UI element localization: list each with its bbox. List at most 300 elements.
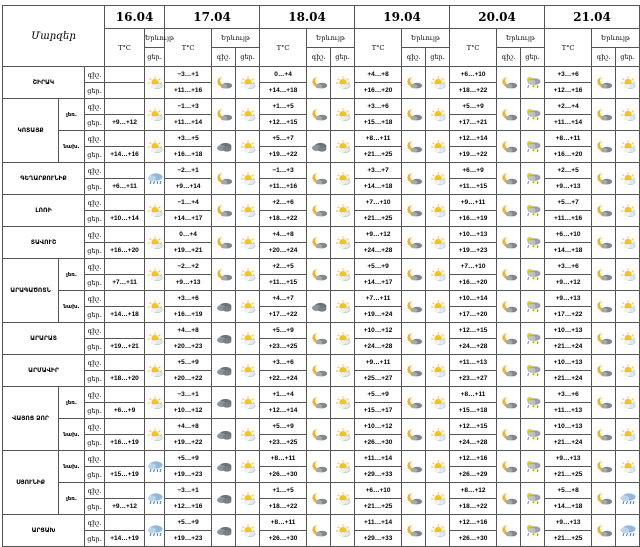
- day-temp: +19…+22: [165, 435, 212, 451]
- day-temp: +14…+17: [355, 275, 402, 291]
- weather-icon-cell: [212, 355, 236, 387]
- day-col-header: ցեր.: [145, 48, 165, 67]
- date-header: 20.04: [450, 6, 545, 29]
- region-name: ԱՐՄԱՎԻՐ: [3, 355, 85, 387]
- night-temp: +6…+9: [450, 163, 497, 179]
- weather-thunderstorm-icon: [521, 236, 544, 249]
- date-header: 18.04: [260, 6, 355, 29]
- night-temp: [105, 99, 145, 115]
- weather-icon-cell: [426, 131, 450, 163]
- night-temp: +9…+13: [545, 291, 592, 307]
- weather-sun-partly-cloudy-icon: [331, 332, 354, 345]
- day-temp: +26…+30: [260, 467, 307, 483]
- weather-thunderstorm-icon: [521, 364, 544, 377]
- night-temp: −1…+4: [165, 195, 212, 211]
- weather-rain-cloud-icon: [616, 524, 639, 537]
- night-temp: +3…+6: [355, 99, 402, 115]
- weather-sun-partly-cloudy-icon: [236, 172, 259, 185]
- weather-icon-cell: [402, 99, 426, 131]
- weather-icon-cell: [145, 99, 165, 131]
- weather-icon-cell: [236, 99, 260, 131]
- day-label: ցեր.: [85, 499, 105, 515]
- date-header: 16.04: [105, 6, 165, 29]
- weather-icon-cell: [497, 259, 521, 291]
- day-temp: +11…+13: [545, 403, 592, 419]
- weather-icon-cell: [497, 163, 521, 195]
- night-col-header: գիշ.: [497, 48, 521, 67]
- weather-icon-cell: [426, 419, 450, 451]
- weather-dark-cloud-icon: [212, 396, 235, 409]
- night-temp: +11…+14: [355, 515, 402, 531]
- weather-sun-partly-cloudy-icon: [236, 140, 259, 153]
- weather-moon-cloud-icon: [307, 268, 330, 281]
- weather-moon-cloud-icon: [592, 460, 615, 473]
- weather-sun-partly-cloudy-icon: [426, 300, 449, 313]
- weather-icon-cell: [497, 323, 521, 355]
- night-temp: 0…+4: [165, 227, 212, 243]
- weather-icon-cell: [236, 515, 260, 547]
- table-row: [3, 419, 640, 435]
- weather-icon-cell: [145, 67, 165, 99]
- region-name: ԿՈՏԱՅՔ: [3, 99, 59, 163]
- night-temp: +8…+11: [260, 451, 307, 467]
- weather-sun-partly-cloudy-icon: [426, 460, 449, 473]
- weather-icon-cell: [307, 515, 331, 547]
- day-temp: +19…+23: [450, 243, 497, 259]
- weather-icon-cell: [402, 291, 426, 323]
- night-label: գիշ.: [85, 195, 105, 211]
- night-label: գիշ.: [85, 67, 105, 83]
- night-temp: +1…+4: [260, 387, 307, 403]
- weather-icon-cell: [426, 387, 450, 419]
- night-temp: +9…+12: [355, 227, 402, 243]
- night-temp: +12…+15: [450, 323, 497, 339]
- day-temp: +23…+25: [260, 435, 307, 451]
- weather-sun-partly-cloudy-icon: [331, 236, 354, 249]
- weather-rain-cloud-icon: [616, 492, 639, 505]
- night-temp: +4…+8: [260, 227, 307, 243]
- weather-moon-cloud-icon: [307, 204, 330, 217]
- weather-moon-cloud-icon: [402, 236, 425, 249]
- day-temp: +16…+19: [105, 435, 145, 451]
- temp-col-header: T°C: [355, 29, 402, 67]
- weather-thunderstorm-icon: [521, 268, 544, 281]
- weather-sun-partly-cloudy-icon: [331, 460, 354, 473]
- weather-moon-cloud-icon: [592, 268, 615, 281]
- weather-dark-cloud-icon: [212, 364, 235, 377]
- weather-sun-partly-cloudy-icon: [145, 108, 164, 121]
- weather-icon-cell: [616, 451, 640, 483]
- night-temp: +2…+5: [260, 259, 307, 275]
- night-label: գիշ.: [85, 515, 105, 531]
- weather-moon-cloud-icon: [497, 396, 520, 409]
- weather-icon-cell: [592, 259, 616, 291]
- weather-sun-partly-cloudy-icon: [616, 364, 639, 377]
- weather-icon-cell: [236, 387, 260, 419]
- weather-sun-partly-cloudy-icon: [331, 140, 354, 153]
- weather-icon-cell: [592, 131, 616, 163]
- day-temp: +17…+20: [450, 307, 497, 323]
- day-temp: +19…+22: [450, 147, 497, 163]
- day-temp: +14…+17: [165, 211, 212, 227]
- table-row: [3, 515, 640, 531]
- weather-icon-cell: [521, 451, 545, 483]
- weather-sun-partly-cloudy-icon: [236, 428, 259, 441]
- subregion-label: լեռ.: [59, 259, 85, 291]
- weather-sun-partly-cloudy-icon: [236, 204, 259, 217]
- weather-moon-cloud-icon: [402, 268, 425, 281]
- weather-icon-cell: [402, 515, 426, 547]
- weather-sun-partly-cloudy-icon: [331, 204, 354, 217]
- weather-icon-cell: [616, 195, 640, 227]
- weather-sun-partly-cloudy-icon: [331, 172, 354, 185]
- weather-icon-cell: [236, 451, 260, 483]
- night-label: գիշ.: [85, 451, 105, 467]
- weather-icon-cell: [497, 355, 521, 387]
- day-label: ցեր.: [85, 339, 105, 355]
- night-temp: +5…+9: [450, 99, 497, 115]
- weather-moon-cloud-icon: [592, 300, 615, 313]
- weather-icon-cell: [426, 99, 450, 131]
- weather-icon-cell: [497, 419, 521, 451]
- region-name: ՎԱՅՈՑ ՁՈՐ: [3, 387, 59, 451]
- night-temp: +5…+9: [165, 355, 212, 371]
- weather-sun-partly-cloudy-icon: [616, 236, 639, 249]
- night-temp: +5…+7: [260, 131, 307, 147]
- weather-rain-cloud-icon: [145, 492, 164, 505]
- night-label: գիշ.: [85, 355, 105, 371]
- weather-icon-cell: [331, 67, 355, 99]
- table-row: [3, 227, 640, 243]
- weather-sun-partly-cloudy-icon: [616, 140, 639, 153]
- weather-sun-partly-cloudy-icon: [236, 492, 259, 505]
- weather-icon-cell: [497, 291, 521, 323]
- table-row: [3, 323, 640, 339]
- night-temp: +9…+11: [450, 195, 497, 211]
- weather-icon-cell: [212, 451, 236, 483]
- weather-icon-cell: [307, 419, 331, 451]
- day-temp: +10…+12: [165, 403, 212, 419]
- subregion-label: լեռ.: [59, 483, 85, 515]
- weather-icon-cell: [236, 227, 260, 259]
- day-label: ցեր.: [85, 403, 105, 419]
- weather-icon-cell: [236, 355, 260, 387]
- weather-icon-cell: [331, 387, 355, 419]
- day-temp: +11…+16: [165, 83, 212, 99]
- weather-sun-partly-cloudy-icon: [426, 236, 449, 249]
- weather-icon-cell: [331, 515, 355, 547]
- weather-moon-cloud-icon: [497, 236, 520, 249]
- weather-icon-cell: [212, 163, 236, 195]
- weather-icon-cell: [145, 515, 165, 547]
- weather-moon-cloud-icon: [592, 492, 615, 505]
- weather-icon-cell: [145, 227, 165, 259]
- subregion-label: նախ.: [59, 419, 85, 451]
- day-label: ցեր.: [85, 531, 105, 547]
- day-temp: +17…+22: [260, 307, 307, 323]
- weather-sun-partly-cloudy-icon: [426, 364, 449, 377]
- weather-moon-cloud-icon: [497, 204, 520, 217]
- weather-icon-cell: [497, 195, 521, 227]
- weather-moon-cloud-icon: [497, 76, 520, 89]
- weather-sun-partly-cloudy-icon: [426, 332, 449, 345]
- table-row: [3, 259, 640, 275]
- day-temp: +17…+21: [450, 115, 497, 131]
- day-temp: +20…+22: [165, 371, 212, 387]
- subregion-label: նախ.: [59, 131, 85, 163]
- weather-icon-cell: [212, 131, 236, 163]
- weather-moon-cloud-icon: [212, 108, 235, 121]
- day-temp: +9…+14: [165, 179, 212, 195]
- night-label: գիշ.: [85, 131, 105, 147]
- temp-col-header: T°C: [450, 29, 497, 67]
- day-col-header: ցեր.: [426, 48, 450, 67]
- subregion-label: լեռ.: [59, 99, 85, 131]
- day-temp: +10…+14: [105, 211, 145, 227]
- weather-icon-cell: [331, 99, 355, 131]
- night-temp: [105, 355, 145, 371]
- weather-icon-cell: [236, 323, 260, 355]
- night-temp: +10…+14: [450, 291, 497, 307]
- weather-thunderstorm-icon: [521, 524, 544, 537]
- day-label: ցեր.: [85, 147, 105, 163]
- weather-sun-partly-cloudy-icon: [426, 172, 449, 185]
- weather-icon-cell: [212, 67, 236, 99]
- day-temp: +15…+18: [355, 115, 402, 131]
- night-temp: +2…+4: [545, 99, 592, 115]
- day-temp: +21…+25: [355, 211, 402, 227]
- weather-icon-cell: [402, 259, 426, 291]
- night-temp: −2…+1: [165, 163, 212, 179]
- weather-icon-cell: [402, 323, 426, 355]
- weather-icon-cell: [592, 291, 616, 323]
- weather-icon-cell: [331, 419, 355, 451]
- weather-moon-cloud-icon: [592, 140, 615, 153]
- weather-sun-partly-cloudy-icon: [236, 300, 259, 313]
- weather-icon-cell: [145, 355, 165, 387]
- night-temp: −3…+1: [165, 387, 212, 403]
- weather-icon-cell: [592, 163, 616, 195]
- weather-sun-partly-cloudy-icon: [145, 140, 164, 153]
- date-header: 19.04: [355, 6, 450, 29]
- day-temp: +25…+27: [355, 371, 402, 387]
- night-temp: [105, 227, 145, 243]
- weather-icon-cell: [236, 163, 260, 195]
- night-temp: +7…+10: [450, 259, 497, 275]
- weather-moon-cloud-icon: [497, 428, 520, 441]
- day-temp: +21…+25: [545, 467, 592, 483]
- day-temp: +26…+30: [260, 531, 307, 547]
- day-label: ցեր.: [85, 467, 105, 483]
- night-temp: [105, 67, 145, 83]
- day-temp: +26…+30: [355, 435, 402, 451]
- temp-col-header: T°C: [545, 29, 592, 67]
- weather-icon-cell: [616, 163, 640, 195]
- weather-sun-partly-cloudy-icon: [236, 76, 259, 89]
- date-header: 17.04: [165, 6, 260, 29]
- weather-icon-cell: [402, 483, 426, 515]
- day-temp: +18…+20: [105, 371, 145, 387]
- weather-moon-cloud-icon: [497, 268, 520, 281]
- weather-moon-cloud-icon: [307, 236, 330, 249]
- weather-thunderstorm-icon: [521, 172, 544, 185]
- night-temp: +12…+16: [450, 451, 497, 467]
- region-name: ԼՈՌԻ: [3, 195, 85, 227]
- night-col-header: գիշ.: [592, 48, 616, 67]
- weather-icon-cell: [307, 131, 331, 163]
- forecast-table: [2, 5, 640, 547]
- day-temp: +6…+9: [105, 403, 145, 419]
- weather-icon-cell: [331, 259, 355, 291]
- night-temp: [105, 387, 145, 403]
- night-label: գիշ.: [85, 483, 105, 499]
- day-temp: +7…+11: [105, 275, 145, 291]
- weather-icon-cell: [592, 195, 616, 227]
- night-temp: +8…+11: [260, 515, 307, 531]
- phenomena-col-header: Երևույթ: [497, 29, 545, 48]
- weather-icon-cell: [592, 451, 616, 483]
- day-temp: +14…+18: [355, 179, 402, 195]
- night-temp: +3…+6: [545, 259, 592, 275]
- weather-sun-partly-cloudy-icon: [236, 268, 259, 281]
- weather-icon-cell: [145, 131, 165, 163]
- night-temp: [105, 451, 145, 467]
- night-temp: +7…+11: [355, 291, 402, 307]
- weather-sun-partly-cloudy-icon: [145, 364, 164, 377]
- day-temp: +23…+25: [260, 339, 307, 355]
- night-temp: −3…+1: [165, 67, 212, 83]
- weather-moon-cloud-icon: [402, 460, 425, 473]
- weather-sun-partly-cloudy-icon: [616, 428, 639, 441]
- day-label: ցեր.: [85, 435, 105, 451]
- region-name: ՏԱՎՈՒՇ: [3, 227, 85, 259]
- weather-icon-cell: [331, 451, 355, 483]
- weather-sun-partly-cloudy-icon: [331, 268, 354, 281]
- weather-icon-cell: [426, 515, 450, 547]
- weather-moon-cloud-icon: [497, 492, 520, 505]
- day-temp: +15…+18: [450, 403, 497, 419]
- day-temp: +11…+14: [165, 115, 212, 131]
- day-temp: +12…+16: [545, 83, 592, 99]
- weather-icon-cell: [521, 195, 545, 227]
- table-row: [3, 99, 640, 115]
- phenomena-col-header: Երևույթ: [402, 29, 450, 48]
- table-row: [3, 131, 640, 147]
- weather-icon-cell: [616, 387, 640, 419]
- weather-icon-cell: [145, 291, 165, 323]
- weather-rain-cloud-icon: [145, 460, 164, 473]
- weather-icon-cell: [402, 195, 426, 227]
- weather-icon-cell: [426, 163, 450, 195]
- weather-icon-cell: [212, 259, 236, 291]
- day-temp: +14…+18: [545, 499, 592, 515]
- weather-icon-cell: [331, 227, 355, 259]
- weather-moon-cloud-icon: [402, 364, 425, 377]
- weather-moon-cloud-icon: [497, 332, 520, 345]
- day-label: ցեր.: [85, 211, 105, 227]
- night-temp: +8…+11: [355, 131, 402, 147]
- weather-sun-partly-cloudy-icon: [616, 172, 639, 185]
- weather-icon-cell: [145, 163, 165, 195]
- night-label: գիշ.: [85, 99, 105, 115]
- night-temp: +12…+14: [450, 131, 497, 147]
- night-label: գիշ.: [85, 227, 105, 243]
- temp-col-header: T°C: [105, 29, 145, 67]
- weather-icon-cell: [307, 291, 331, 323]
- day-temp: +19…+23: [165, 467, 212, 483]
- night-temp: +12…+15: [450, 419, 497, 435]
- weather-sun-partly-cloudy-icon: [145, 428, 164, 441]
- weather-moon-cloud-icon: [402, 524, 425, 537]
- weather-icon-cell: [145, 259, 165, 291]
- night-temp: +3…+6: [545, 67, 592, 83]
- subregion-label: նախ.: [59, 291, 85, 323]
- weather-sun-partly-cloudy-icon: [145, 396, 164, 409]
- weather-icon-cell: [307, 227, 331, 259]
- day-temp: +24…+28: [355, 243, 402, 259]
- weather-dark-cloud-icon: [212, 460, 235, 473]
- weather-moon-cloud-icon: [307, 492, 330, 505]
- weather-thunderstorm-icon: [521, 492, 544, 505]
- night-temp: +6…+10: [355, 483, 402, 499]
- day-temp: +16…+20: [355, 83, 402, 99]
- night-temp: +9…+11: [355, 355, 402, 371]
- weather-icon-cell: [521, 99, 545, 131]
- weather-icon-cell: [307, 99, 331, 131]
- day-temp: +14…+18: [260, 83, 307, 99]
- weather-sun-partly-cloudy-icon: [426, 396, 449, 409]
- night-col-header: գիշ.: [307, 48, 331, 67]
- weather-icon-cell: [497, 451, 521, 483]
- weather-icon-cell: [592, 355, 616, 387]
- night-temp: +6…+10: [450, 67, 497, 83]
- day-temp: +16…+19: [165, 307, 212, 323]
- weather-moon-cloud-icon: [212, 204, 235, 217]
- weather-icon-cell: [402, 131, 426, 163]
- night-temp: +12…+16: [450, 515, 497, 531]
- day-temp: +12…+15: [260, 115, 307, 131]
- day-temp: +19…+24: [355, 307, 402, 323]
- weather-moon-cloud-icon: [307, 428, 330, 441]
- weather-sun-partly-cloudy-icon: [616, 204, 639, 217]
- weather-icon-cell: [616, 227, 640, 259]
- weather-moon-cloud-icon: [402, 492, 425, 505]
- day-temp: +14…+19: [105, 531, 145, 547]
- subregion-label: նախ.: [59, 451, 85, 483]
- weather-sun-partly-cloudy-icon: [616, 268, 639, 281]
- day-temp: +14…+18: [105, 307, 145, 323]
- weather-icon-cell: [521, 259, 545, 291]
- weather-dark-cloud-icon: [307, 300, 330, 313]
- weather-sun-partly-cloudy-icon: [616, 108, 639, 121]
- weather-sun-partly-cloudy-icon: [236, 108, 259, 121]
- weather-sun-partly-cloudy-icon: [426, 492, 449, 505]
- weather-icon-cell: [521, 483, 545, 515]
- weather-icon-cell: [331, 163, 355, 195]
- night-temp: +3…+6: [545, 387, 592, 403]
- weather-icon-cell: [497, 227, 521, 259]
- day-temp: +12…+14: [260, 403, 307, 419]
- table-row: [3, 67, 640, 83]
- weather-moon-cloud-icon: [402, 428, 425, 441]
- day-temp: +16…+18: [165, 147, 212, 163]
- weather-moon-cloud-icon: [402, 204, 425, 217]
- weather-icon-cell: [307, 355, 331, 387]
- day-col-header: ցեր.: [521, 48, 545, 67]
- night-temp: +9…+13: [545, 451, 592, 467]
- temp-col-header: T°C: [260, 29, 307, 67]
- weather-icon-cell: [616, 355, 640, 387]
